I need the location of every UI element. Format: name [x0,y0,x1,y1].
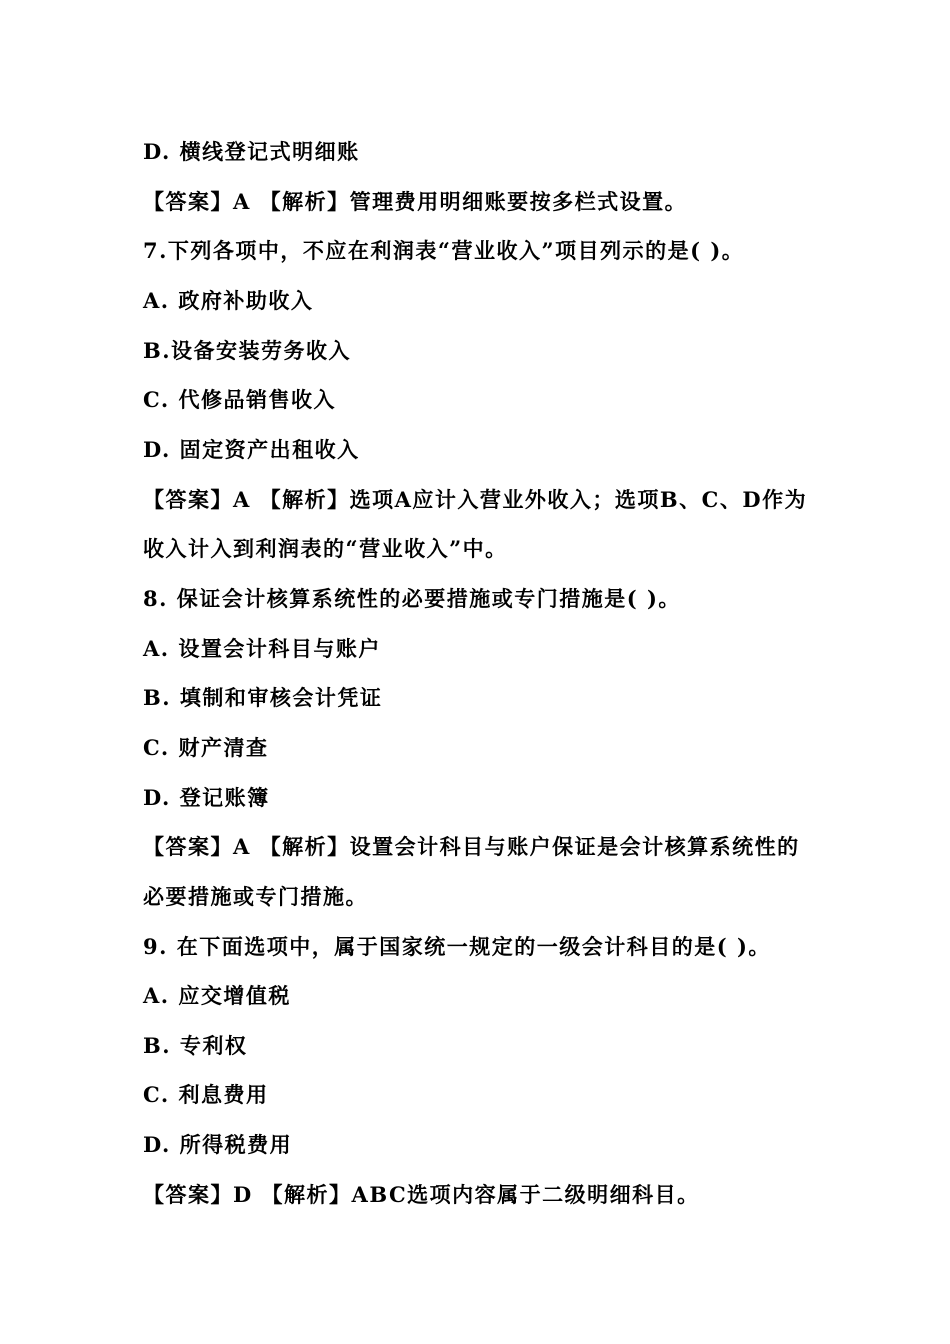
q7-answer-line1: 【答案】A 【解析】选项A应计入营业外收入；选项B、C、D作为 [143,487,808,512]
q8-option-c: C. 财产清查 [143,735,269,760]
q8-option-d: D. 登记账簿 [143,785,270,810]
q7-option-b: B.设备安装劳务收入 [143,338,352,363]
q6-answer: 【答案】A 【解析】管理费用明细账要按多栏式设置。 [143,189,688,214]
q8-option-a: A. 设置会计科目与账户 [143,636,381,661]
q7-option-d: D. 固定资产出租收入 [143,437,360,462]
q9-option-d: D. 所得税费用 [143,1132,293,1157]
q9-answer: 【答案】D 【解析】ABC选项内容属于二级明细科目。 [143,1182,700,1207]
q9-option-b: B. 专利权 [143,1033,248,1058]
q7-option-c: C. 代修品销售收入 [143,387,336,412]
q9-stem: 9. 在下面选项中，属于国家统一规定的一级会计科目的是( )。 [143,934,771,959]
q7-answer-line2: 收入计入到利润表的“营业收入”中。 [143,536,508,561]
q8-answer-line1: 【答案】A 【解析】设置会计科目与账户保证是会计核算系统性的 [143,834,800,859]
q9-option-a: A. 应交增值税 [143,983,291,1008]
q6-option-d: D. 横线登记式明细账 [143,139,360,164]
q7-option-a: A. 政府补助收入 [143,288,314,313]
q8-option-b: B. 填制和审核会计凭证 [143,685,383,710]
q8-stem: 8. 保证会计核算系统性的必要措施或专门措施是( )。 [143,586,681,611]
q7-stem: 7.下列各项中，不应在利润表“营业收入”项目列示的是( )。 [143,238,745,263]
q9-option-c: C. 利息费用 [143,1082,269,1107]
q8-answer-line2: 必要措施或专门措施。 [143,884,368,909]
